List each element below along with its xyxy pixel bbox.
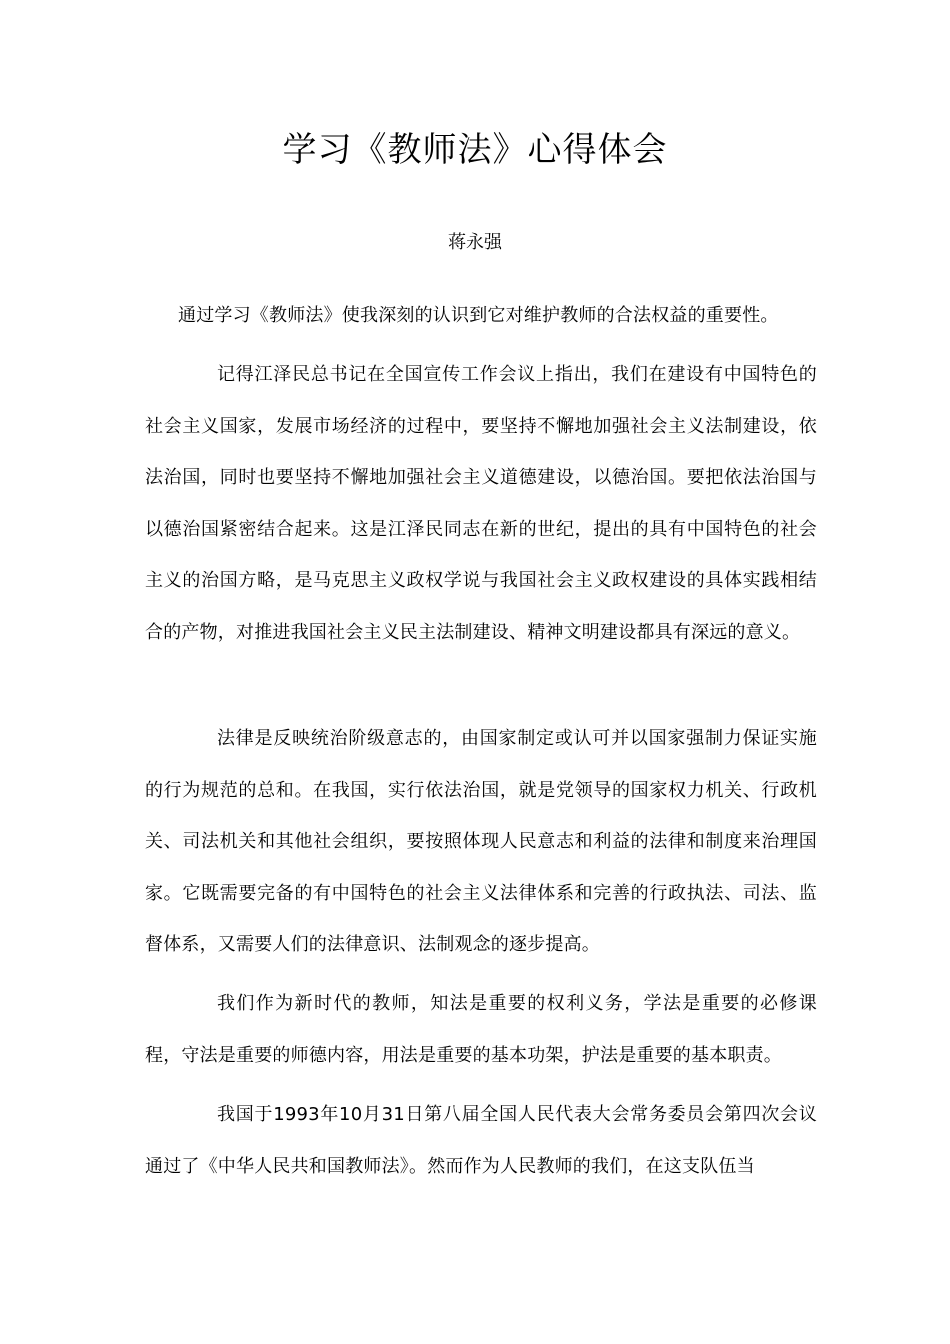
body-paragraph: 记得江泽民总书记在全国宣传工作会议上指出，我们在建设有中国特色的社会主义国家，发展市场经济的过程中，要坚持不懈地加强社会主义法制建设，依法治国，同时也要坚持不懈地加强社会主义道德建设，以德治国。要把依法治国与以德治国紧密结合起来。这是江泽民同志在新的世纪，提出的具有中国特色的社会主义的治国方略，是马克思主义政权学说与我国社会主义政权建设的具体实践相结合的产物，对推进我国社会主义民主法制建设、精神文明建设都具有深远的意义。 bbox=[145, 364, 817, 643]
body-paragraph: 法律是反映统治阶级意志的，由国家制定或认可并以国家强制力保证实施的行为规范的总和。在我国，实行依法治国，就是党领导的国家权力机关、行政机关、司法机关和其他社会组织，要按照体现人民意志和利益的法律和制度来治理国家。它既需要完备的有中国特色的社会主义法律体系和完善的行政执法、司法、监督体系，又需要人们的法律意识、法制观念的逐步提高。 bbox=[145, 728, 817, 955]
author-name: 蒋永强 bbox=[448, 232, 502, 253]
intro-paragraph: 通过学习《教师法》使我深刻的认识到它对维护教师的合法权益的重要性。 bbox=[178, 305, 779, 326]
document-title: 学习《教师法》心得体会 bbox=[282, 130, 668, 170]
body-paragraph: 我们作为新时代的教师，知法是重要的权利义务，学法是重要的必修课程，守法是重要的师德内容，用法是重要的基本功架，护法是重要的基本职责。 bbox=[145, 993, 817, 1066]
body-paragraph: 我国于1993年10月31日第八届全国人民代表大会常务委员会第四次会议通过了《中华人民共和国教师法》。然而作为人民教师的我们，在这支队伍当 bbox=[145, 1104, 817, 1177]
